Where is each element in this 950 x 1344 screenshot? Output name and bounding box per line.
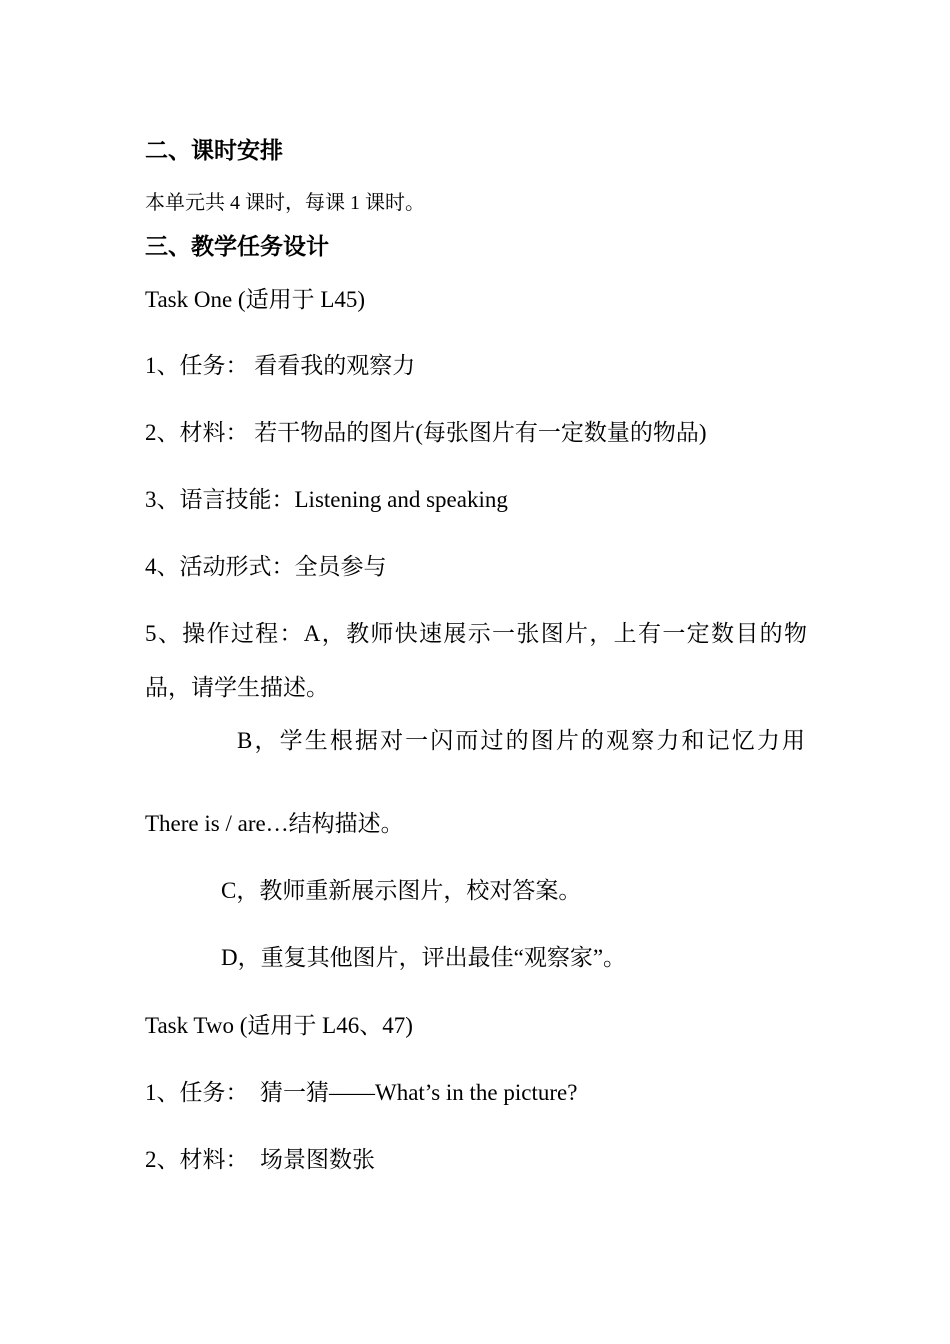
- task-one-step-b: B，学生根据对一闪而过的图片的观察力和记忆力用: [237, 728, 805, 753]
- schedule-text: 本单元共 4 课时，每课 1 课时。: [145, 192, 425, 214]
- task-two-item-materials: 2、材料： 场景图数张: [145, 1147, 375, 1172]
- task-one-item-format: 4、活动形式：全员参与: [145, 554, 387, 579]
- task-one-title: Task One (适用于 L45): [145, 287, 366, 312]
- task-one-procedure-continued: 品，请学生描述。: [145, 675, 329, 700]
- task-one-item-procedure: 5、操作过程：A，教师快速展示一张图片，上有一定数目的物: [145, 621, 807, 646]
- task-one-step-c: C，教师重新展示图片，校对答案。: [221, 878, 582, 903]
- section-heading-schedule: 二、课时安排: [145, 138, 283, 163]
- task-two-title: Task Two (适用于 L46、47): [145, 1013, 413, 1038]
- task-one-item-task: 1、任务： 看看我的观察力: [145, 353, 416, 378]
- task-one-step-b-continued: There is / are…结构描述。: [145, 811, 404, 836]
- task-one-step-d: D，重复其他图片，评出最佳“观察家”。: [221, 945, 627, 970]
- task-one-item-skills: 3、语言技能：Listening and speaking: [145, 487, 508, 512]
- task-one-item-materials: 2、材料： 若干物品的图片(每张图片有一定数量的物品): [145, 420, 707, 445]
- task-two-item-task: 1、任务： 猜一猜——What’s in the picture?: [145, 1080, 578, 1105]
- section-heading-task-design: 三、教学任务设计: [145, 234, 329, 259]
